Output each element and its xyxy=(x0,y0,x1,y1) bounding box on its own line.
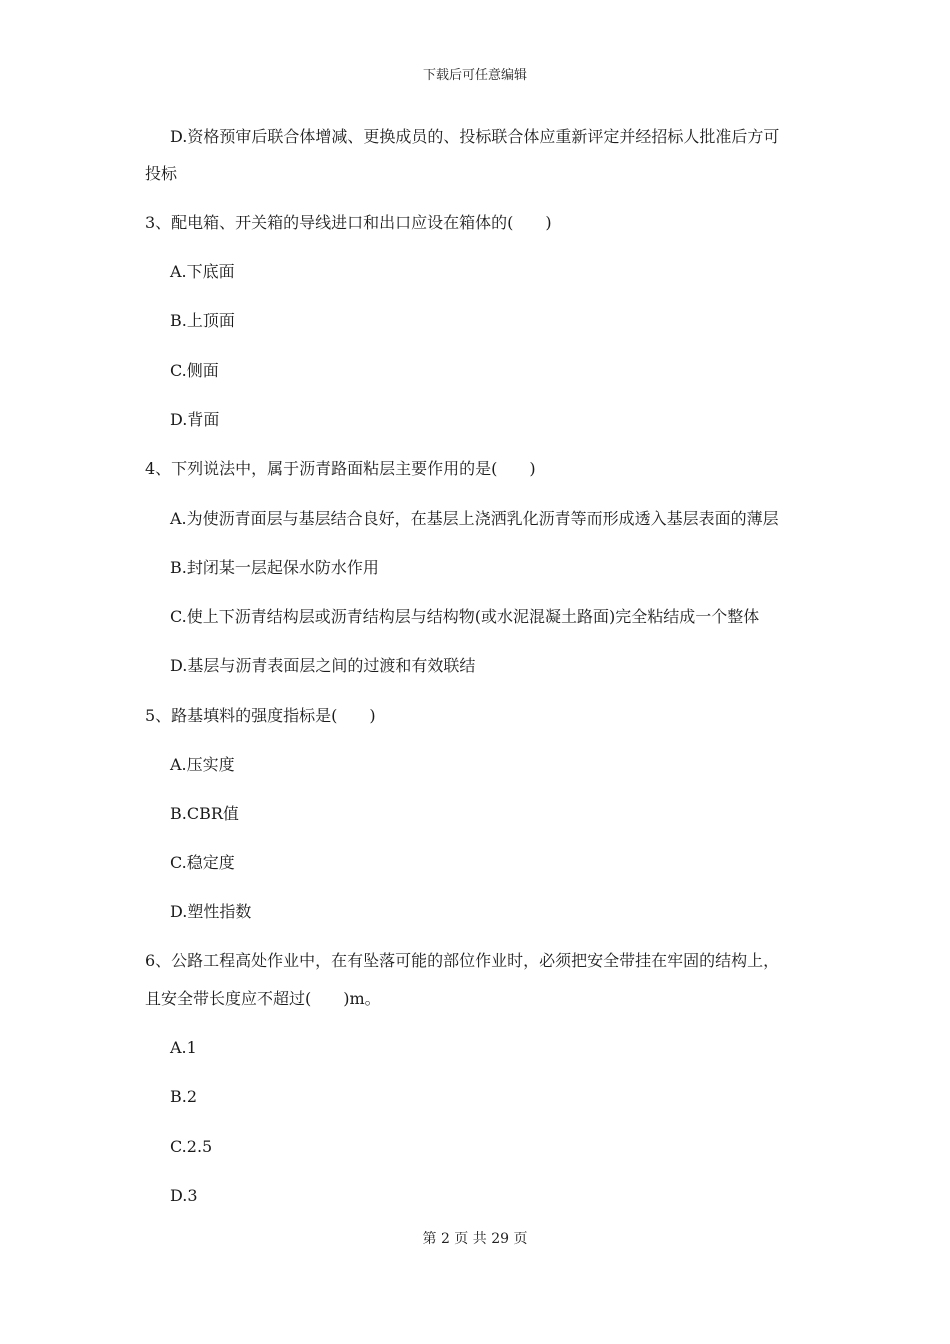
option-line: B.2 xyxy=(170,1087,198,1106)
question-line: 5、路基填料的强度指标是( ) xyxy=(145,706,376,725)
option-line: B.CBR值 xyxy=(170,804,239,823)
page-footer: 第 2 页 共 29 页 xyxy=(422,1231,528,1247)
option-line: A.1 xyxy=(170,1038,197,1057)
continuation-line: 且安全带长度应不超过( )m。 xyxy=(145,989,381,1008)
option-line: A.为使沥青面层与基层结合良好，在基层上浇洒乳化沥青等而形成透入基层表面的薄层 xyxy=(170,509,779,528)
question-line: 3、配电箱、开关箱的导线进口和出口应设在箱体的( ) xyxy=(145,213,552,232)
option-line: C.2.5 xyxy=(170,1137,213,1156)
option-line: D.3 xyxy=(170,1186,198,1205)
option-line: C.侧面 xyxy=(170,361,219,380)
option-line: D.基层与沥青表面层之间的过渡和有效联结 xyxy=(170,656,476,675)
question-line: 6、公路工程高处作业中，在有坠落可能的部位作业时，必须把安全带挂在牢固的结构上， xyxy=(145,951,780,970)
page-header: 下载后可任意编辑 xyxy=(422,68,527,83)
option-line: C.稳定度 xyxy=(170,853,235,872)
option-line: C.使上下沥青结构层或沥青结构层与结构物(或水泥混凝土路面)完全粘结成一个整体 xyxy=(170,607,760,626)
question-line: 4、下列说法中，属于沥青路面粘层主要作用的是( ) xyxy=(145,459,536,478)
continuation-line: 投标 xyxy=(145,164,178,183)
option-line: D.资格预审后联合体增减、更换成员的、投标联合体应重新评定并经招标人批准后方可 xyxy=(170,127,780,146)
option-line: A.下底面 xyxy=(170,262,235,281)
option-line: B.上顶面 xyxy=(170,311,235,330)
option-line: D.塑性指数 xyxy=(170,902,252,921)
option-line: D.背面 xyxy=(170,410,220,429)
option-line: B.封闭某一层起保水防水作用 xyxy=(170,558,379,577)
option-line: A.压实度 xyxy=(170,755,235,774)
